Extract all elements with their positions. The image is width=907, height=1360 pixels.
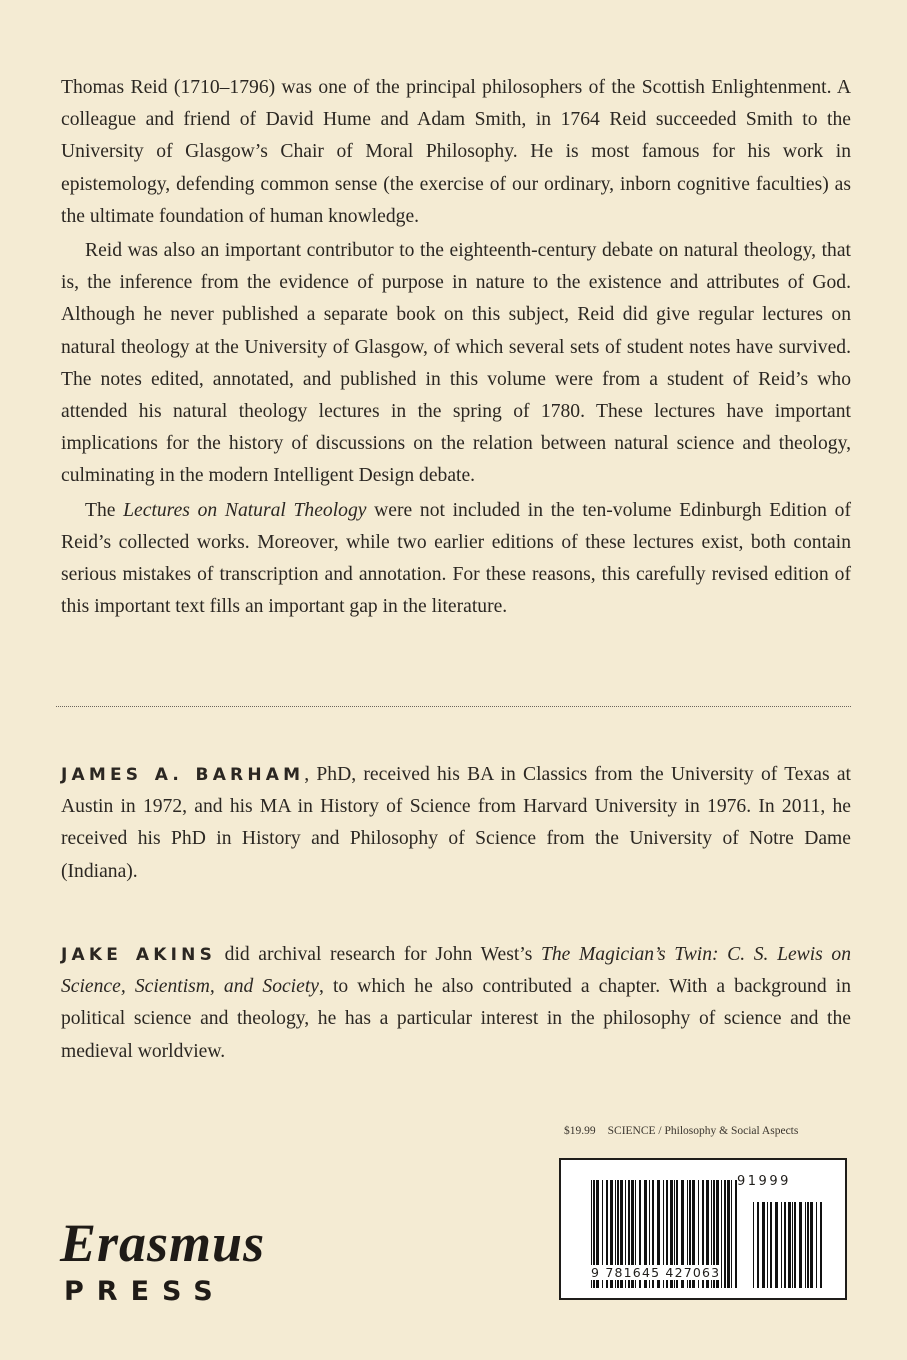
- blurb-paragraph-3: [61, 495, 851, 624]
- dotted-divider: [56, 706, 851, 707]
- blurb-paragraph-2: Reid was also an important contributor to the eighteenth-century debate on natural theology, that is, the inference from the evidence of purpose in nature to the existence and attributes of God. Although he never published a separate book on this subject, Reid did give regular lectures on natural theology at the University of Glasgow, of which several sets of student notes have survived. The notes edited, annotated, and published in this volume were from a student of Reid’s who attended his natural theology lectures in the spring of 1780. These lectures have important implications for the history of discussions on the relation between natural science and theology, culminating in the modern Intelligent Design debate.: [61, 240, 851, 487]
- blurb-p3-rest: were not included in the ten-volume Edinburgh Edition of Reid’s collected works. Moreover, while two earlier editions of these lectures exist, both contain serious mistakes of transcription and annotation. For these reasons, this carefully revised edition of this important text fills an important gap in the literature.: [61, 499, 851, 618]
- barcode-bar: [820, 1202, 822, 1288]
- author-bio-akins: [61, 939, 851, 1068]
- referenced-book-title: The Magician’s Twin: C. S. Lewis on Science, Scientism, and Society: [61, 944, 851, 998]
- barcode-bar: [731, 1180, 732, 1288]
- barcode-bar: [724, 1180, 726, 1288]
- barcode-bar: [781, 1202, 782, 1288]
- author-bio-barham: [61, 759, 851, 888]
- barcode-bar: [762, 1202, 765, 1288]
- blurb-paragraph-1: Thomas Reid (1710–1796) was one of the principal philosophers of the Scottish Enlightenment. A colleague and friend of David Hume and Adam Smith, in 1764 Reid succeeded Smith to the University of Glasgow’s Chair of Moral Philosophy. He is most famous for his work in epistemology, defending common sense (the exercise of our ordinary, inborn cognitive faculties) as the ultimate foundation of human knowledge.: [61, 77, 851, 227]
- barcode-bar: [727, 1180, 730, 1288]
- barcode-bar: [788, 1202, 791, 1288]
- bio-text-akins-rest: , to which he also contributed a chapter. With a background in political science and theology, he has a particular interest in the philosophy of science and the medieval worldview.: [61, 976, 851, 1062]
- author-name-akins: JAKE AKINS: [61, 945, 217, 965]
- barcode-bar: [792, 1202, 793, 1288]
- price-category-line: [564, 1125, 854, 1137]
- barcode-bar: [770, 1202, 772, 1288]
- barcode-bar: [810, 1202, 813, 1288]
- blurb-p3-lead: The: [85, 499, 124, 521]
- barcode-bar: [767, 1202, 768, 1288]
- bio-text-akins-lead: did archival research for John West’s: [216, 944, 541, 965]
- isbn-barcode: [559, 1158, 847, 1300]
- book-title: Lectures on Natural Theology: [123, 499, 367, 521]
- addon-barcode-bars-icon: [753, 1202, 825, 1288]
- publisher-logo-script: Erasmus: [60, 1213, 266, 1273]
- barcode-bar: [721, 1180, 722, 1288]
- price: $19.99: [564, 1125, 596, 1137]
- barcode-bar: [784, 1202, 786, 1288]
- barcode-bar: [735, 1180, 737, 1288]
- author-name-barham: JAMES A. BARHAM: [61, 765, 305, 785]
- bisac-category: SCIENCE / Philosophy & Social Aspects: [607, 1125, 799, 1137]
- bio-text-barham: , PhD, received his BA in Classics from the University of Texas at Austin in 1972, and his MA in History of Science from Harvard University in 1976. In 2011, he received his PhD in History and Philosophy of Science from the University of Notre Dame (Indiana).: [61, 764, 852, 882]
- barcode-bar: [757, 1202, 759, 1288]
- barcode-bar: [816, 1202, 817, 1288]
- barcode-bar: [794, 1202, 796, 1288]
- description-blurb: [61, 72, 851, 623]
- isbn-number: 9 781645 427063: [591, 1265, 721, 1280]
- barcode-bar: [807, 1202, 809, 1288]
- publisher-logo-press: PRESS: [64, 1276, 226, 1307]
- price-addon-number: 91999: [737, 1174, 791, 1189]
- barcode-bar: [775, 1202, 778, 1288]
- barcode-bar: [753, 1202, 754, 1288]
- barcode-bar: [805, 1202, 806, 1288]
- barcode-bar: [799, 1202, 802, 1288]
